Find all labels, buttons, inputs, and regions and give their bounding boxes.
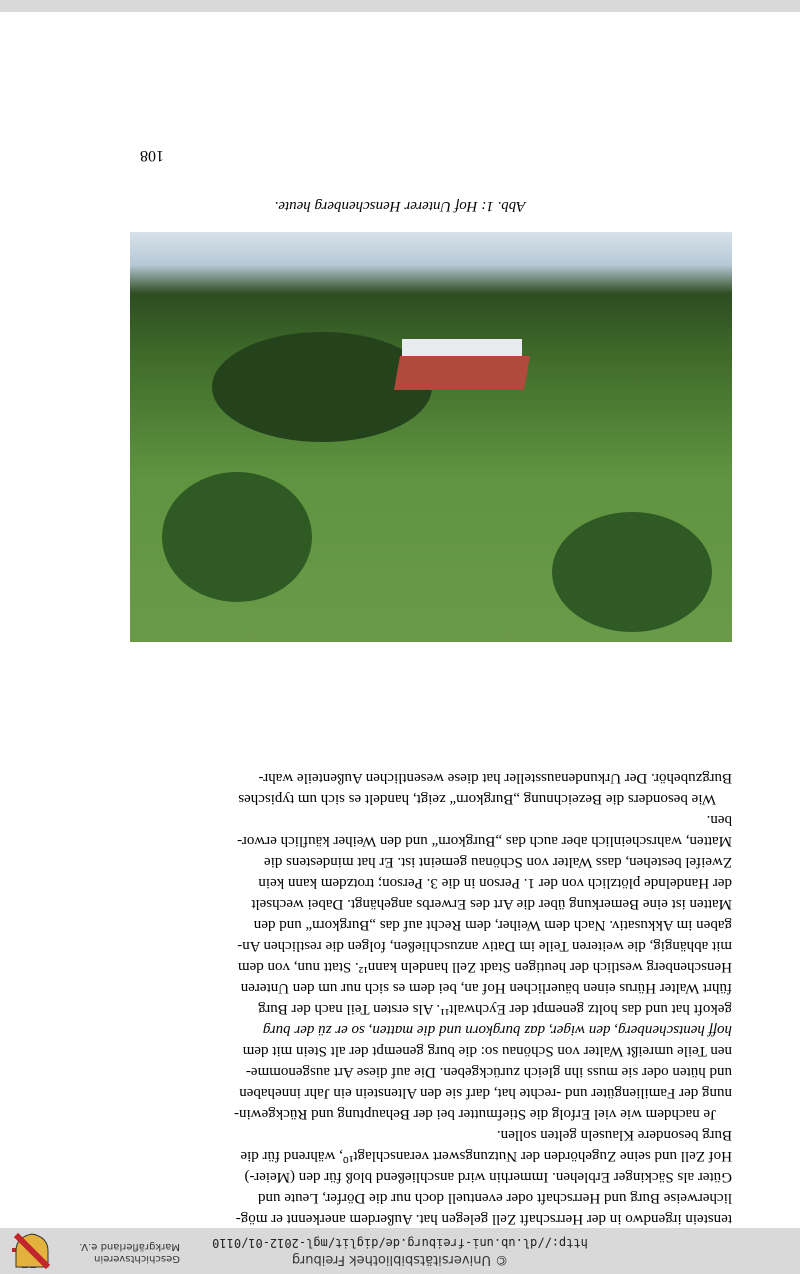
- text-line: Wie besonders die Bezeichnung „Burgkorn“ zeigt, handelt es sich um typisches: [238, 791, 716, 807]
- photo-farmhouse-wall: [402, 339, 522, 357]
- text-line: Matten ist eine Bemerkung über die Art des Erwerbs angehängt. Dabei wechselt: [251, 896, 732, 912]
- photo-figure: [130, 232, 732, 642]
- page-number: 108: [140, 147, 164, 164]
- text-line: gaben im Akkusativ. Nach dem Weiher, dem Recht auf das „Burgkorn“ und den: [253, 917, 732, 933]
- permalink-url[interactable]: http://dl.ub.uni-freiburg.de/diglit/mgl-2012-01/0110: [212, 1236, 588, 1250]
- text-line: führt Walter Hürus einen bäuerlichen Hof an, bei dem es sich nur um den Unteren: [240, 980, 732, 996]
- text-line: hoff hentschenberg, den wiger, daz burgkorn und die matten, so er zü der burg: [262, 1022, 732, 1038]
- photo-tree: [552, 512, 712, 632]
- photo-farmhouse-roof: [394, 356, 530, 390]
- body-text: [130, 649, 732, 1229]
- text-line: gekoft hat und das holtz genempt der Eychwalt¹¹. Als ersten Teil nach der Burg: [258, 1001, 732, 1017]
- text-line: nen Teile umreißt Walter von Schönau so: die burg genempt der alt Stein mit dem: [242, 1043, 732, 1059]
- text-line: und hüten oder sie muss ihn gleich zurückgeben. Die auf diese Art ausgenomme-: [245, 1064, 732, 1080]
- photo-tree: [162, 472, 312, 602]
- society-name: Geschichtsverein Markgräflerland e.V.: [79, 1241, 180, 1264]
- text-line: tenstein irgendwo in der Herrschaft Zell gelegen hat. Außerdem anerkennt er mög-: [235, 1211, 732, 1227]
- text-line: Burg besondere Klauseln gelten sollen.: [496, 1127, 732, 1143]
- text-line: licherweise Burg und Herrschaft oder eventuell doch nur die Dörfer, Leute und: [258, 1190, 732, 1206]
- footer-bar-partial: [0, 0, 800, 12]
- header-bar: [0, 1228, 800, 1274]
- text-line: ben.: [706, 812, 732, 828]
- text-line: Burgzubehör. Der Urkundenaussteller hat diese wesentlichen Außenteile wahr-: [258, 770, 732, 786]
- figure-caption: Abb. 1: Hof Unterer Henschenberg heute.: [274, 198, 526, 214]
- text-line: der Handelnde plötzlich von der 1. Person in die 3. Person; trotzdem kann kein: [258, 875, 732, 891]
- copyright-text: © Universitätsbibliothek Freiburg: [291, 1252, 509, 1267]
- text-line: Zweifel bestehen, dass Walter von Schönau gemeint ist. Er hat mindestens die: [264, 854, 732, 870]
- text-line: mit abhängig, die weiteren Teile im Dativ anzuschließen, folgen die restlichen An-: [237, 938, 732, 954]
- text-line: Güter als Säckinger Erblehen. Immerhin wird anschließend bloß für den (Meier-): [244, 1169, 732, 1185]
- text-line: Je nachdem wie viel Erfolg die Stiefmutter bei der Behauptung und Rückgewin-: [234, 1106, 716, 1122]
- text-line: Henschenberg westlich der heutigen Stadt Zell handeln kann¹². Statt nun, von dem: [237, 959, 732, 975]
- text-line: Hof Zell und seine Zugehörden der Nutzungswert veranschlagt¹⁰, während für die: [240, 1148, 732, 1164]
- text-line: nung der Familiengüter und -rechte hat, darf sie den Altenstein ein Jahr innehaben: [239, 1085, 732, 1101]
- text-line: Matten, wahrscheinlich aber auch das „Burgkorn“ und den Weiher käuflich erwor-: [237, 833, 732, 849]
- coat-of-arms-icon: [12, 1233, 52, 1269]
